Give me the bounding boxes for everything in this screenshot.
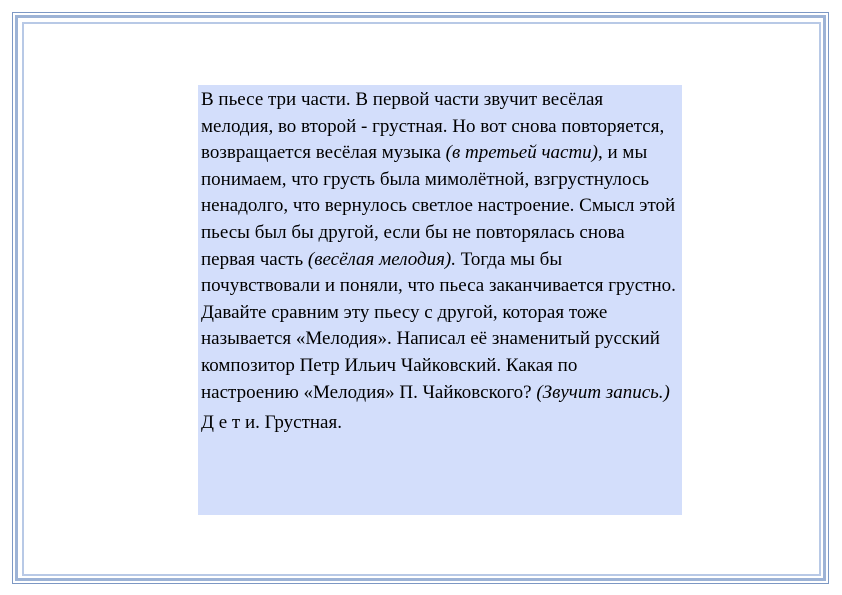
paragraph-2 xyxy=(201,300,678,406)
paragraph-1 xyxy=(201,87,678,300)
paragraph-2-italic-1: (Звучит запись.) xyxy=(536,381,670,403)
paragraph-3 xyxy=(201,410,678,437)
paragraph-1-italic-2: (весёлая мелодия). xyxy=(307,248,456,270)
paragraph-1-italic-1: (в третьей части) xyxy=(445,142,598,164)
paragraph-1-text-1: В пьесе три части. В первой части звучит весёлая мелодия, во второй - грустная. Но вот снова повторяется, возвращается весёлая музыка xyxy=(201,89,665,164)
paragraph-3-text: Д е т и. Грустная. xyxy=(201,412,342,434)
paragraph-1-text-2: , и мы понимаем, что грусть была мимолётной, взгрустнулось ненадолго, что вернулось светлое настроение. Смысл этой пьесы был бы другой, если бы не повторялась снова первая часть xyxy=(201,142,676,270)
paragraph-1-text-3: Тогда мы бы почувствовали и поняли, что пьеса заканчивается грустно. xyxy=(201,248,676,297)
text-box xyxy=(198,85,682,515)
paragraph-2-text-1: Давайте сравним эту пьесу с другой, которая тоже называется «Мелодия». Написал её знаменитый русский композитор Петр Ильич Чайковский. Какая по настроению «Мелодия» П. Чайковского? xyxy=(201,301,660,403)
